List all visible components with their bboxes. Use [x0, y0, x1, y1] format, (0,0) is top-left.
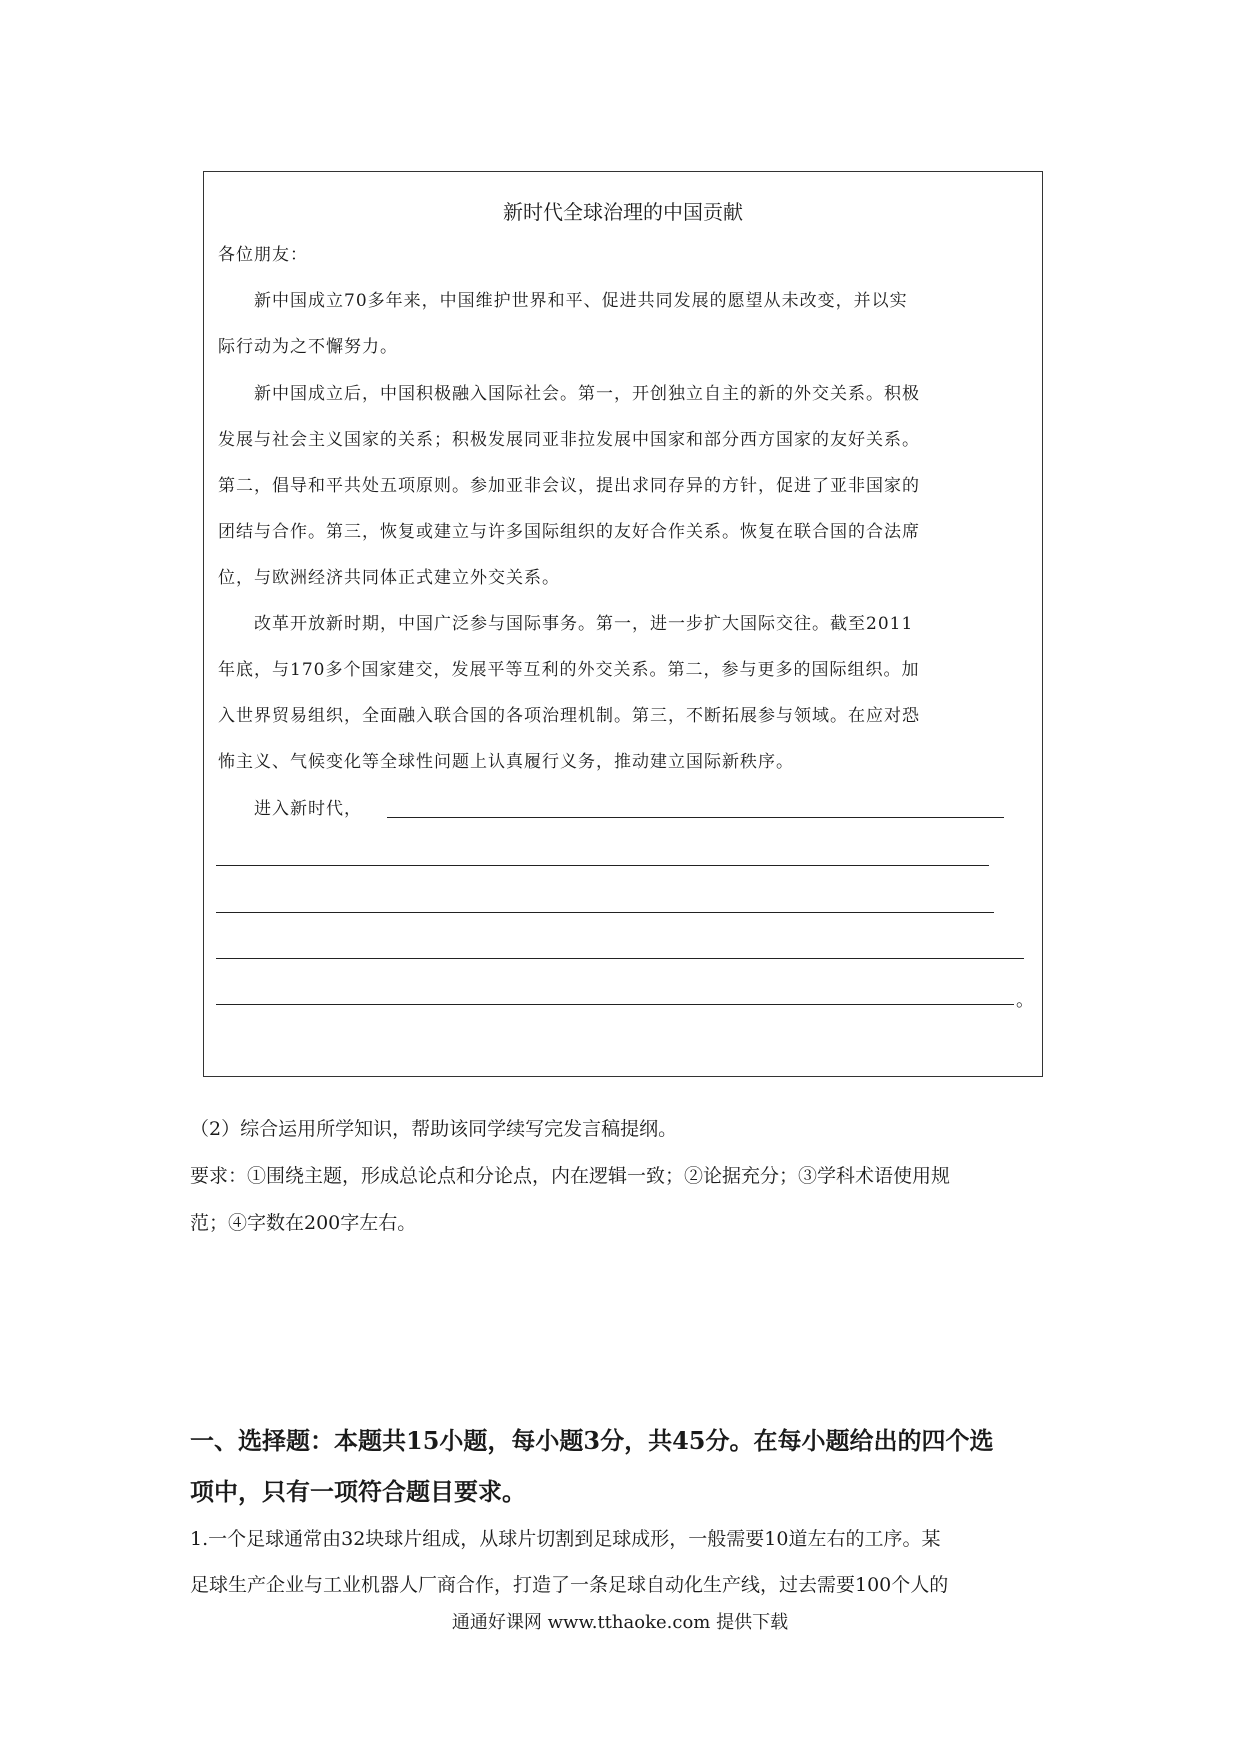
question-part2: （2）综合运用所学知识，帮助该同学续写完发言稿提纲。	[190, 1118, 678, 1140]
box-line: 怖主义、气候变化等全球性问题上认真履行义务，推动建立国际新秩序。	[218, 752, 794, 772]
end-period: 。	[1016, 990, 1034, 1011]
box-line: 团结与合作。第三，恢复或建立与许多国际组织的友好合作关系。恢复在联合国的合法席	[218, 522, 920, 542]
box-line: 新中国成立后，中国积极融入国际社会。第一，开创独立自主的新的外交关系。积极	[218, 384, 920, 404]
greeting: 各位朋友：	[218, 245, 308, 265]
box-line: 发展与社会主义国家的关系；积极发展同亚非拉发展中国家和部分西方国家的友好关系。	[218, 430, 920, 450]
box-title: 新时代全球治理的中国贡献	[503, 200, 743, 224]
box-line: 际行动为之不懈努力。	[218, 337, 398, 357]
footer-source: 通通好课网 www.tthaoke.com 提供下载	[451, 1612, 789, 1633]
answer-blank[interactable]	[216, 865, 989, 866]
answer-blank[interactable]	[216, 1004, 1014, 1005]
box-line: 改革开放新时期，中国广泛参与国际事务。第一，进一步扩大国际交往。截至2011	[218, 614, 914, 634]
question-1-text: 1.一个足球通常由32块球片组成，从球片切割到足球成形，一般需要10道左右的工序。某	[190, 1528, 941, 1550]
answer-blank[interactable]	[387, 817, 1004, 818]
section-heading: 一、选择题：本题共15小题，每小题3分，共45分。在每小题给出的四个选	[190, 1426, 994, 1455]
requirement-line: 要求：①围绕主题，形成总论点和分论点，内在逻辑一致；②论据充分；③学科术语使用规	[190, 1165, 951, 1187]
section-heading: 项中，只有一项符合题目要求。	[190, 1477, 526, 1506]
box-line: 第二，倡导和平共处五项原则。参加亚非会议，提出求同存异的方针，促进了亚非国家的	[218, 476, 920, 496]
speech-outline-box	[203, 171, 1043, 1077]
box-line: 年底，与170多个国家建交，发展平等互利的外交关系。第二，参与更多的国际组织。加	[218, 660, 920, 680]
answer-blank[interactable]	[216, 958, 1024, 959]
box-line: 入世界贸易组织，全面融入联合国的各项治理机制。第三，不断拓展参与领域。在应对恐	[218, 706, 920, 726]
box-line: 位，与欧洲经济共同体正式建立外交关系。	[218, 568, 560, 588]
answer-blank[interactable]	[216, 912, 994, 913]
new-era-prefix: 进入新时代，	[218, 799, 362, 819]
box-line: 新中国成立70多年来，中国维护世界和平、促进共同发展的愿望从未改变，并以实	[218, 291, 908, 311]
question-1-text: 足球生产企业与工业机器人厂商合作，打造了一条足球自动化生产线，过去需要100个人的	[190, 1574, 949, 1596]
requirement-line: 范；④字数在200字左右。	[190, 1212, 417, 1234]
